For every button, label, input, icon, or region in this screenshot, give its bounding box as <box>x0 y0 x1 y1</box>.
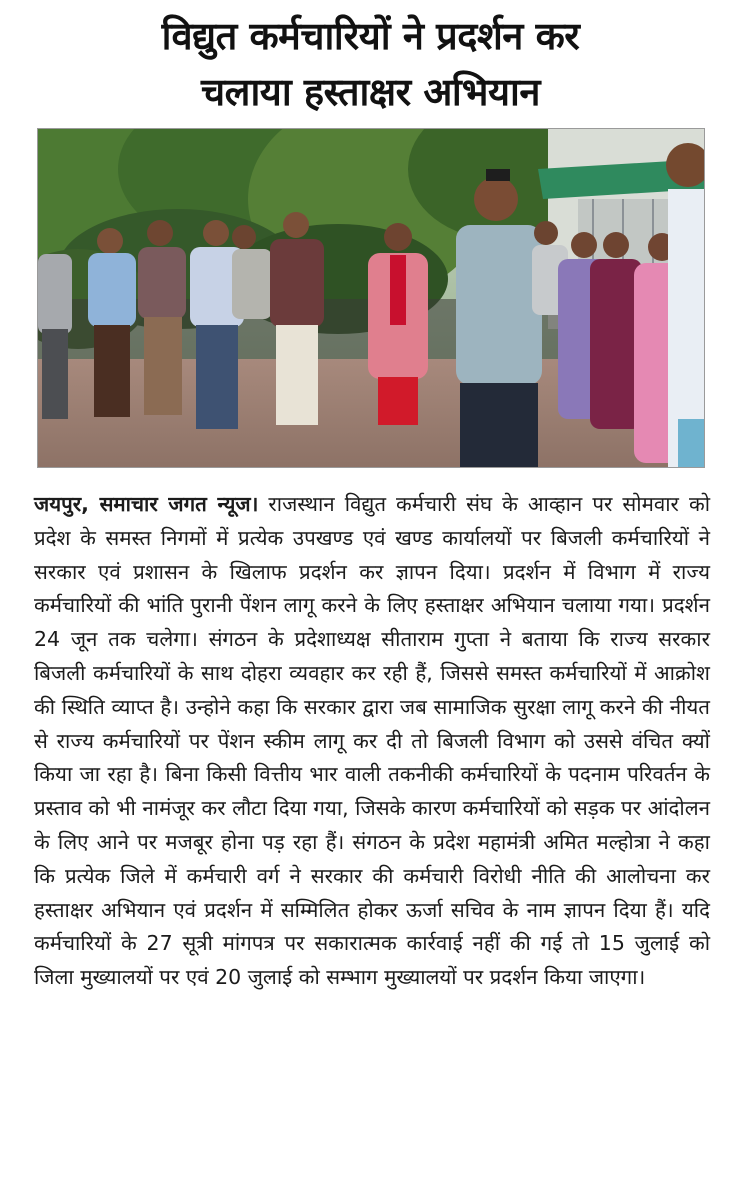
protest-photo-illustration <box>38 129 705 468</box>
article-text: राजस्थान विद्युत कर्मचारी संघ के आव्हान पर सोमवार को प्रदेश के समस्त निगमों में प्रत्येक उपखण्ड एवं खण्ड कार्यालयों पर बिजली कर्मचारियों ने सरकार एवं प्रशासन के खिलाफ प्रदर्शन कर ज्ञापन दिया। प्रदर्शन में विभाग में राज्य कर्मचारियों की भांति पुरानी पेंशन लागू करने के लिए हस्ताक्षर अभियान चलाया गया। प्रदर्शन 24 जून तक चलेगा। संगठन के प्रदेशाध्यक्ष सीताराम गुप्ता ने बताया कि राज्य सरकार बिजली कर्मचारियों के साथ दोहरा व्यवहार कर रही हैं, जिससे समस्त कर्मचारियों में आक्रोश की स्थिति व्याप्त है। उन्होने कहा कि सरकार द्वारा जब सामाजिक सुरक्षा लागू करने की नीयत से राज्य कर्मचारियों पर पेंशन स्कीम लागू कर दी तो बिजली विभाग को उससे वंचित क्यों किया जा रहा है। बिना किसी वित्तीय भार वाली तकनीकी कर्मचारियों के पदनाम परिवर्तन के प्रस्ताव को भी नामंजूर कर लौटा दिया गया, जिसके कारण कर्मचारियों को सड़क पर आंदोलन के लिए आने पर मजबूर होना पड़ रहा हैं। संगठन के प्रदेश महामंत्री अमित मल्होत्रा ने कहा कि प्रत्येक जिले में कर्मचारी वर्ग ने सरकार की कर्मचारी विरोधी नीति की आलोचना कर हस्ताक्षर अभियान एवं प्रदर्शन में सम्मिलित होकर ऊर्जा सचिव के नाम ज्ञापन दिया हैं। यदि कर्मचारियों के 27 सूत्री मांगपत्र पर सकारात्मक कार्रवाई नहीं की गई तो 15 जुलाई को जिला मुख्यालयों पर एवं 20 जुलाई को सम्भाग मुख्यालयों पर प्रदर्शन किया जाएगा। <box>34 492 711 990</box>
headline-line-1: विद्युत कर्मचारियों ने प्रदर्शन कर <box>161 14 580 58</box>
news-photo <box>37 128 705 468</box>
headline <box>0 0 741 120</box>
headline-line-2: चलाया हस्ताक्षर अभियान <box>201 70 540 114</box>
dateline: जयपुर, समाचार जगत न्यूज। <box>34 492 259 516</box>
article-body <box>34 488 710 995</box>
